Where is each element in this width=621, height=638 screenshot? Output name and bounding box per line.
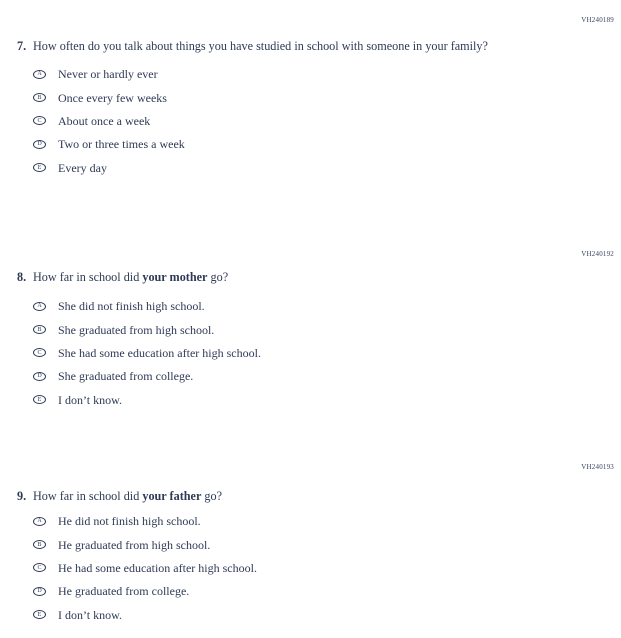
option-row-e[interactable] [33,388,601,411]
option-label: Once every few weeks [58,90,167,105]
question-9-heading [17,489,601,505]
question-text-prefix: How often do you talk about things you have studied in school with someone in [33,39,423,53]
question-7-heading [17,39,601,55]
option-label: She had some education after high school. [58,345,261,360]
answer-bubble-icon[interactable]: B [33,93,46,102]
question-text-prefix: How far in school did [33,489,143,503]
option-row-a[interactable] [33,510,601,533]
option-row-a[interactable] [33,295,601,318]
question-text [33,489,601,505]
question-number: 7. [17,39,27,53]
answer-bubble-icon[interactable]: E [33,395,46,404]
option-label: He did not finish high school. [58,514,201,529]
option-label: I don’t know. [58,607,122,622]
option-label: I don’t know. [58,392,122,407]
question-text [33,270,601,286]
answer-bubble-icon[interactable]: A [33,517,46,526]
question-9 [17,489,601,626]
question-text-bold: your mother [142,270,208,284]
option-label: Never or hardly ever [58,67,158,82]
option-row-e[interactable] [33,156,601,179]
option-row-d[interactable] [33,133,601,156]
question-8-options [33,295,601,412]
question-8-heading [17,270,601,286]
option-label: She did not finish high school. [58,299,205,314]
question-8 [17,270,601,411]
question-7-accession-code: VH240189 [581,16,614,24]
option-row-e[interactable] [33,603,601,626]
question-text-line2: your family? [425,39,488,53]
question-text-bold: your father [142,489,202,503]
option-label: She graduated from high school. [58,322,215,337]
answer-bubble-icon[interactable]: E [33,163,46,172]
option-label: Every day [58,160,107,175]
question-text [33,39,601,55]
option-label: He graduated from high school. [58,537,211,552]
question-text-suffix: go? [207,270,229,284]
answer-bubble-icon[interactable]: B [33,540,46,549]
answer-bubble-icon[interactable]: C [33,348,46,357]
answer-bubble-icon[interactable]: C [33,116,46,125]
option-row-b[interactable] [33,533,601,556]
question-text-prefix: How far in school did [33,270,143,284]
answer-bubble-icon[interactable]: A [33,70,46,79]
option-row-b[interactable] [33,86,601,109]
option-label: She graduated from college. [58,369,194,384]
option-label: He graduated from college. [58,584,190,599]
question-8-accession-code: VH240192 [581,250,614,258]
option-row-c[interactable] [33,109,601,132]
answer-bubble-icon[interactable]: D [33,587,46,596]
question-number: 9. [17,489,27,503]
question-7-options [33,63,601,180]
question-9-options [33,510,601,627]
option-label: He had some education after high school. [58,560,257,575]
question-9-accession-code: VH240193 [581,463,614,471]
question-text-suffix: go? [201,489,223,503]
answer-bubble-icon[interactable]: A [33,302,46,311]
option-row-c[interactable] [33,341,601,364]
question-7 [17,39,601,179]
answer-bubble-icon[interactable]: E [33,610,46,619]
option-row-c[interactable] [33,556,601,579]
question-number: 8. [17,270,27,284]
answer-bubble-icon[interactable]: D [33,372,46,381]
option-label: Two or three times a week [58,137,185,152]
answer-bubble-icon[interactable]: C [33,563,46,572]
option-label: About once a week [58,113,151,128]
option-row-d[interactable] [33,365,601,388]
answer-bubble-icon[interactable]: B [33,325,46,334]
option-row-d[interactable] [33,580,601,603]
option-row-a[interactable] [33,63,601,86]
answer-bubble-icon[interactable]: D [33,140,46,149]
option-row-b[interactable] [33,318,601,341]
